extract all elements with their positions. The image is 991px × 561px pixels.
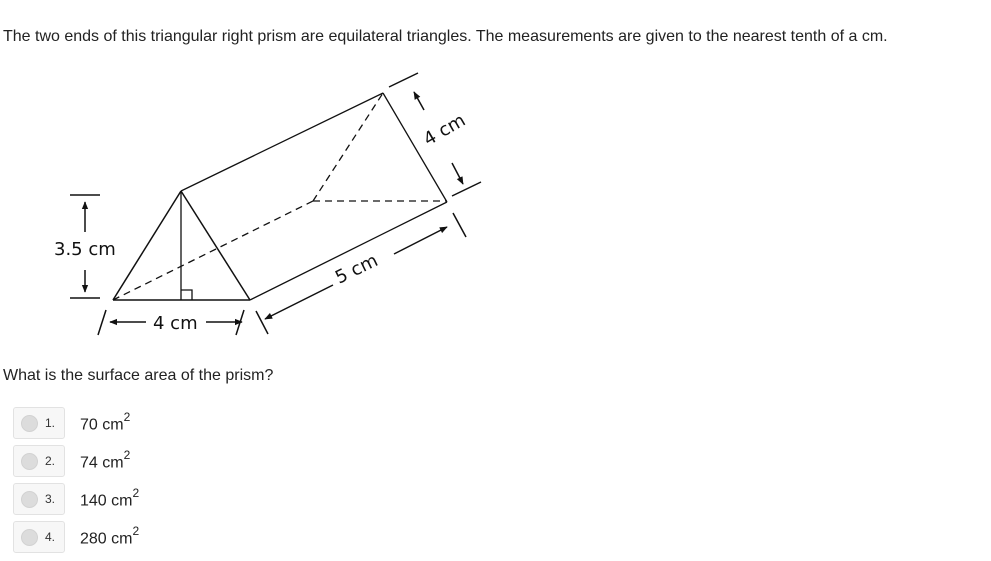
answer-option-1[interactable] bbox=[13, 404, 139, 442]
option-value: 140 cm bbox=[80, 492, 133, 510]
option-value: 280 cm bbox=[80, 530, 133, 548]
option-exponent: 2 bbox=[123, 409, 131, 424]
option-number: 2. bbox=[45, 454, 56, 468]
option-exponent: 2 bbox=[123, 447, 131, 462]
radio-button[interactable] bbox=[21, 453, 38, 470]
prism-diagram bbox=[0, 60, 520, 360]
option-value: 70 cm bbox=[80, 416, 124, 434]
question-intro: The two ends of this triangular right prism are equilateral triangles. The measurements are given to the nearest tenth of a cm. bbox=[3, 28, 888, 45]
option-number: 3. bbox=[45, 492, 56, 506]
height-label: 3.5 cm bbox=[54, 239, 116, 260]
height-line bbox=[181, 191, 192, 300]
option-label bbox=[80, 409, 131, 434]
answer-option-4[interactable] bbox=[13, 518, 139, 556]
prism-hidden-edges bbox=[113, 93, 447, 300]
option-exponent: 2 bbox=[132, 523, 140, 538]
option-exponent: 2 bbox=[132, 485, 140, 500]
prism-solid-edges bbox=[181, 93, 447, 300]
answer-options bbox=[13, 404, 139, 556]
length-label: 5 cm bbox=[331, 250, 382, 289]
option-label bbox=[80, 485, 140, 510]
option-value: 74 cm bbox=[80, 454, 124, 472]
slant-label: 4 cm bbox=[420, 109, 470, 151]
answer-option-3[interactable] bbox=[13, 480, 139, 518]
prism-figure bbox=[0, 60, 520, 360]
answer-option-2[interactable] bbox=[13, 442, 139, 480]
radio-button[interactable] bbox=[21, 491, 38, 508]
option-number: 4. bbox=[45, 530, 56, 544]
radio-button[interactable] bbox=[21, 415, 38, 432]
base-label: 4 cm bbox=[153, 313, 198, 334]
option-selector[interactable] bbox=[13, 483, 65, 515]
question-text: What is the surface area of the prism? bbox=[3, 367, 274, 384]
option-label bbox=[80, 447, 131, 472]
option-selector[interactable] bbox=[13, 407, 65, 439]
option-label bbox=[80, 523, 140, 548]
option-number: 1. bbox=[45, 416, 56, 430]
option-selector[interactable] bbox=[13, 445, 65, 477]
radio-button[interactable] bbox=[21, 529, 38, 546]
option-selector[interactable] bbox=[13, 521, 65, 553]
